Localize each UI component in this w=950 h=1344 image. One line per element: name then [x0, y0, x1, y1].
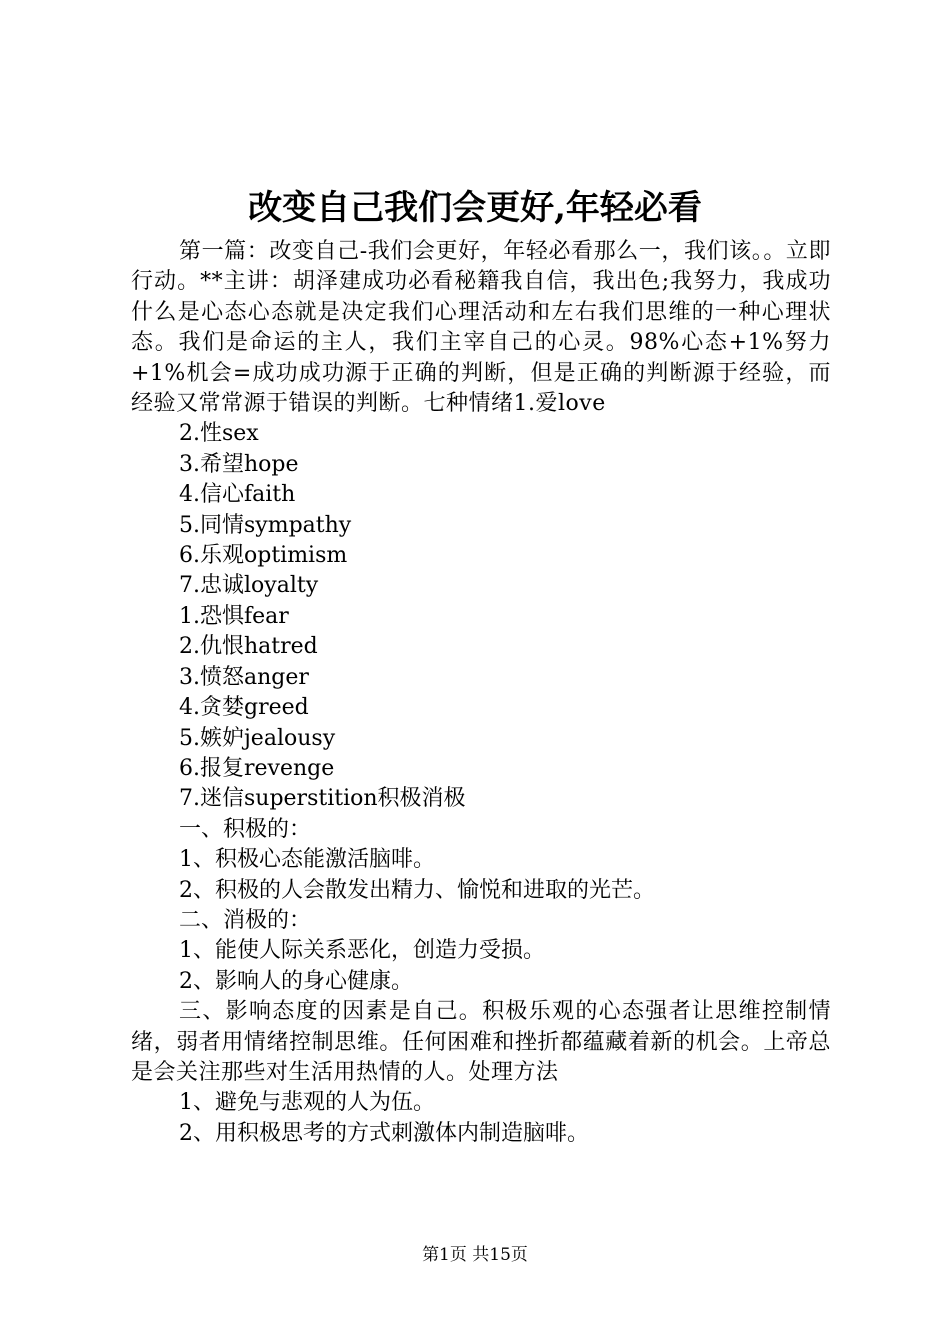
list-item: 7.迷信superstition积极消极	[179, 786, 466, 812]
list-item: 5.嫉妒jealousy	[179, 725, 336, 751]
list-item: 3.希望hope	[179, 451, 299, 477]
list-item: 6.乐观optimism	[179, 543, 348, 569]
list-item: 1、避免与悲观的人为伍。	[179, 1090, 435, 1116]
page-footer: 第1页 共15页	[422, 1245, 528, 1265]
list-item: 2、积极的人会散发出精力、愉悦和进取的光芒。	[179, 877, 655, 903]
list-item: 5.同情sympathy	[179, 512, 352, 538]
list-item: 1、能使人际关系恶化，创造力受损。	[179, 938, 545, 964]
list-item: 3.愤怒anger	[179, 664, 309, 690]
list-item: 2.性sex	[179, 421, 259, 447]
section-heading-negative: 二、消极的：	[179, 907, 312, 933]
paragraph-factors: 三、影响态度的因素是自己。积极乐观的心态强者让思维控制情绪，弱者用情绪控制思维。任何困难和挫折都蕴藏着新的机会。上帝总是会关注那些对生活用热情的人。处理方法	[131, 999, 831, 1085]
list-item: 1.恐惧fear	[179, 603, 289, 629]
list-item: 4.贪婪greed	[179, 695, 309, 721]
list-item: 2.仇恨hatred	[179, 634, 318, 660]
list-item: 1、积极心态能激活脑啡。	[179, 847, 435, 873]
section-heading-positive: 一、积极的：	[179, 816, 312, 842]
list-item: 6.报复revenge	[179, 755, 335, 781]
list-item: 7.忠诚loyalty	[179, 573, 319, 599]
list-item: 2、用积极思考的方式刺激体内制造脑啡。	[179, 1120, 589, 1146]
list-item: 4.信心faith	[179, 482, 296, 508]
paragraph-intro: 第一篇：改变自己-我们会更好，年轻必看那么一，我们该。。立即行动。**主讲：胡泽建成功必看秘籍我自信，我出色;我努力，我成功什么是心态心态就是决定我们心理活动和左右我们思维的一种心理状态。我们是命运的主人，我们主宰自己的心灵。98%心态+1%努力+1%机会=成功成功源于正确的判断，但是正确的判断源于经验，而经验又常常源于错误的判断。七种情绪1.爱love	[131, 239, 831, 417]
document-title: 改变自己我们会更好,年轻必看	[248, 188, 702, 228]
document-body	[131, 237, 831, 1149]
list-item: 2、影响人的身心健康。	[179, 968, 413, 994]
